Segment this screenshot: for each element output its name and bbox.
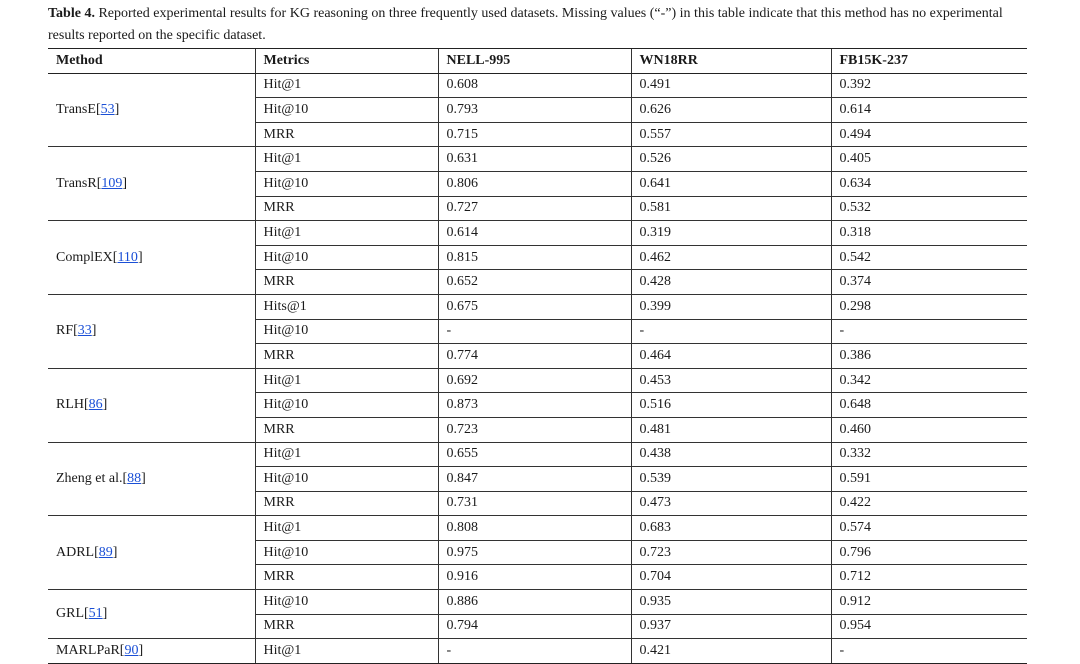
fb15k-237-value: 0.591 (831, 467, 1027, 492)
nell-995-value: - (438, 319, 631, 344)
fb15k-237-value: - (831, 639, 1027, 664)
fb15k-237-value: 0.374 (831, 270, 1027, 295)
metric-cell: MRR (255, 196, 438, 221)
fb15k-237-value: 0.386 (831, 344, 1027, 369)
fb15k-237-value: 0.648 (831, 393, 1027, 418)
metric-cell: MRR (255, 614, 438, 639)
method-name: GRL (56, 606, 84, 622)
table-caption (48, 3, 1038, 47)
method-name: RF (56, 323, 74, 339)
fb15k-237-value: 0.532 (831, 196, 1027, 221)
nell-995-value: 0.774 (438, 344, 631, 369)
nell-995-value: 0.723 (438, 417, 631, 442)
ref-bracket: ] (91, 323, 97, 339)
fb15k-237-value: 0.422 (831, 491, 1027, 516)
nell-995-value: 0.655 (438, 442, 631, 467)
table-row (48, 73, 1027, 98)
metric-cell: Hits@1 (255, 294, 438, 319)
table-row (48, 516, 1027, 541)
table-row (48, 294, 1027, 319)
fb15k-237-value: 0.796 (831, 540, 1027, 565)
fb15k-237-value: 0.712 (831, 565, 1027, 590)
ref-bracket: ] (138, 643, 144, 659)
method-cell (48, 294, 255, 368)
metric-cell: Hit@1 (255, 639, 438, 664)
wn18rr-value: 0.526 (631, 147, 831, 172)
ref-bracket: ] (112, 544, 118, 560)
method-cell (48, 221, 255, 295)
header-wn18rr: WN18RR (631, 49, 831, 74)
header-row (48, 49, 1027, 74)
wn18rr-value: 0.438 (631, 442, 831, 467)
fb15k-237-value: 0.614 (831, 98, 1027, 123)
ref-bracket: [ (84, 606, 89, 622)
ref-bracket: [ (119, 643, 125, 659)
fb15k-237-value: 0.318 (831, 221, 1027, 246)
metric-cell: Hit@1 (255, 368, 438, 393)
fb15k-237-value: 0.494 (831, 122, 1027, 147)
nell-995-value: 0.727 (438, 196, 631, 221)
fb15k-237-value: 0.332 (831, 442, 1027, 467)
nell-995-value: 0.608 (438, 73, 631, 98)
wn18rr-value: 0.453 (631, 368, 831, 393)
metric-cell: Hit@10 (255, 171, 438, 196)
metric-cell: Hit@1 (255, 73, 438, 98)
wn18rr-value: 0.723 (631, 540, 831, 565)
nell-995-value: 0.614 (438, 221, 631, 246)
nell-995-value: 0.916 (438, 565, 631, 590)
metric-cell: MRR (255, 344, 438, 369)
ref-bracket: [ (122, 470, 128, 486)
ref-bracket: [ (84, 397, 89, 413)
ref-bracket: [ (96, 175, 102, 191)
citation-link[interactable]: 53 (100, 101, 115, 117)
nell-995-value: 0.806 (438, 171, 631, 196)
wn18rr-value: 0.428 (631, 270, 831, 295)
wn18rr-value: 0.937 (631, 614, 831, 639)
fb15k-237-value: 0.574 (831, 516, 1027, 541)
method-name: Zheng et al. (56, 470, 123, 486)
ref-bracket: [ (112, 249, 118, 265)
wn18rr-value: 0.581 (631, 196, 831, 221)
wn18rr-value: 0.704 (631, 565, 831, 590)
metric-cell: MRR (255, 270, 438, 295)
metric-cell: Hit@10 (255, 245, 438, 270)
metric-cell: MRR (255, 565, 438, 590)
ref-bracket: [ (95, 101, 101, 117)
nell-995-value: 0.652 (438, 270, 631, 295)
table-row (48, 221, 1027, 246)
fb15k-237-value: 0.954 (831, 614, 1027, 639)
nell-995-value: - (438, 639, 631, 664)
ref-bracket: ] (122, 175, 128, 191)
method-name: MARLPaR (56, 643, 120, 659)
method-cell (48, 639, 255, 664)
ref-bracket: ] (102, 606, 108, 622)
method-name: ComplEX (56, 249, 113, 265)
fb15k-237-value: 0.392 (831, 73, 1027, 98)
results-table (48, 48, 1027, 664)
citation-link[interactable]: 51 (88, 606, 103, 622)
wn18rr-value: 0.399 (631, 294, 831, 319)
wn18rr-value: 0.481 (631, 417, 831, 442)
nell-995-value: 0.715 (438, 122, 631, 147)
table-row (48, 590, 1027, 615)
wn18rr-value: 0.462 (631, 245, 831, 270)
metric-cell: Hit@1 (255, 147, 438, 172)
metric-cell: Hit@10 (255, 467, 438, 492)
citation-link[interactable]: 109 (101, 175, 123, 191)
nell-995-value: 0.793 (438, 98, 631, 123)
fb15k-237-value: 0.298 (831, 294, 1027, 319)
method-cell (48, 516, 255, 590)
citation-link[interactable]: 110 (117, 249, 138, 265)
wn18rr-value: 0.473 (631, 491, 831, 516)
wn18rr-value: - (631, 319, 831, 344)
nell-995-value: 0.886 (438, 590, 631, 615)
citation-link[interactable]: 89 (98, 544, 113, 560)
ref-bracket: ] (137, 249, 143, 265)
wn18rr-value: 0.516 (631, 393, 831, 418)
nell-995-value: 0.847 (438, 467, 631, 492)
ref-bracket: ] (102, 397, 108, 413)
method-name: TransR (56, 175, 97, 191)
nell-995-value: 0.975 (438, 540, 631, 565)
nell-995-value: 0.631 (438, 147, 631, 172)
ref-bracket: ] (114, 101, 120, 117)
ref-bracket: ] (141, 470, 146, 486)
method-name: RLH (56, 397, 84, 413)
wn18rr-value: 0.935 (631, 590, 831, 615)
citation-link[interactable]: 88 (127, 470, 142, 486)
nell-995-value: 0.731 (438, 491, 631, 516)
wn18rr-value: 0.539 (631, 467, 831, 492)
fb15k-237-value: 0.405 (831, 147, 1027, 172)
table-row (48, 368, 1027, 393)
nell-995-value: 0.815 (438, 245, 631, 270)
caption-text: Reported experimental results for KG reasoning on three frequently used datasets. Missing values (“-”) in this table indicate that this method has no experimental results reported on the specific dataset. (48, 6, 1003, 43)
metric-cell: Hit@10 (255, 98, 438, 123)
fb15k-237-value: 0.460 (831, 417, 1027, 442)
nell-995-value: 0.808 (438, 516, 631, 541)
citation-link[interactable]: 86 (88, 397, 103, 413)
nell-995-value: 0.873 (438, 393, 631, 418)
citation-link[interactable]: 33 (77, 323, 92, 339)
method-cell (48, 590, 255, 639)
metric-cell: MRR (255, 417, 438, 442)
metric-cell: Hit@1 (255, 442, 438, 467)
nell-995-value: 0.675 (438, 294, 631, 319)
metric-cell: Hit@10 (255, 590, 438, 615)
header-nell-995: NELL-995 (438, 49, 631, 74)
method-name: TransE (56, 101, 96, 117)
fb15k-237-value: 0.342 (831, 368, 1027, 393)
wn18rr-value: 0.683 (631, 516, 831, 541)
header-method: Method (48, 49, 255, 74)
wn18rr-value: 0.626 (631, 98, 831, 123)
metric-cell: Hit@10 (255, 393, 438, 418)
metric-cell: MRR (255, 491, 438, 516)
method-cell (48, 442, 255, 516)
method-name: ADRL (56, 544, 95, 560)
table-row (48, 639, 1027, 664)
metric-cell: Hit@1 (255, 221, 438, 246)
wn18rr-value: 0.464 (631, 344, 831, 369)
header-fb15k-237: FB15K-237 (831, 49, 1027, 74)
method-cell (48, 147, 255, 221)
method-cell (48, 73, 255, 147)
fb15k-237-value: 0.912 (831, 590, 1027, 615)
wn18rr-value: 0.641 (631, 171, 831, 196)
table-label: Table 4. (48, 6, 95, 21)
metric-cell: Hit@10 (255, 540, 438, 565)
metric-cell: MRR (255, 122, 438, 147)
citation-link[interactable]: 90 (124, 643, 139, 659)
ref-bracket: [ (94, 544, 99, 560)
fb15k-237-value: 0.542 (831, 245, 1027, 270)
wn18rr-value: 0.491 (631, 73, 831, 98)
metric-cell: Hit@10 (255, 319, 438, 344)
fb15k-237-value: - (831, 319, 1027, 344)
ref-bracket: [ (73, 323, 78, 339)
nell-995-value: 0.692 (438, 368, 631, 393)
wn18rr-value: 0.319 (631, 221, 831, 246)
method-cell (48, 368, 255, 442)
metric-cell: Hit@1 (255, 516, 438, 541)
table-row (48, 147, 1027, 172)
header-metrics: Metrics (255, 49, 438, 74)
table-row (48, 442, 1027, 467)
fb15k-237-value: 0.634 (831, 171, 1027, 196)
nell-995-value: 0.794 (438, 614, 631, 639)
wn18rr-value: 0.557 (631, 122, 831, 147)
wn18rr-value: 0.421 (631, 639, 831, 664)
